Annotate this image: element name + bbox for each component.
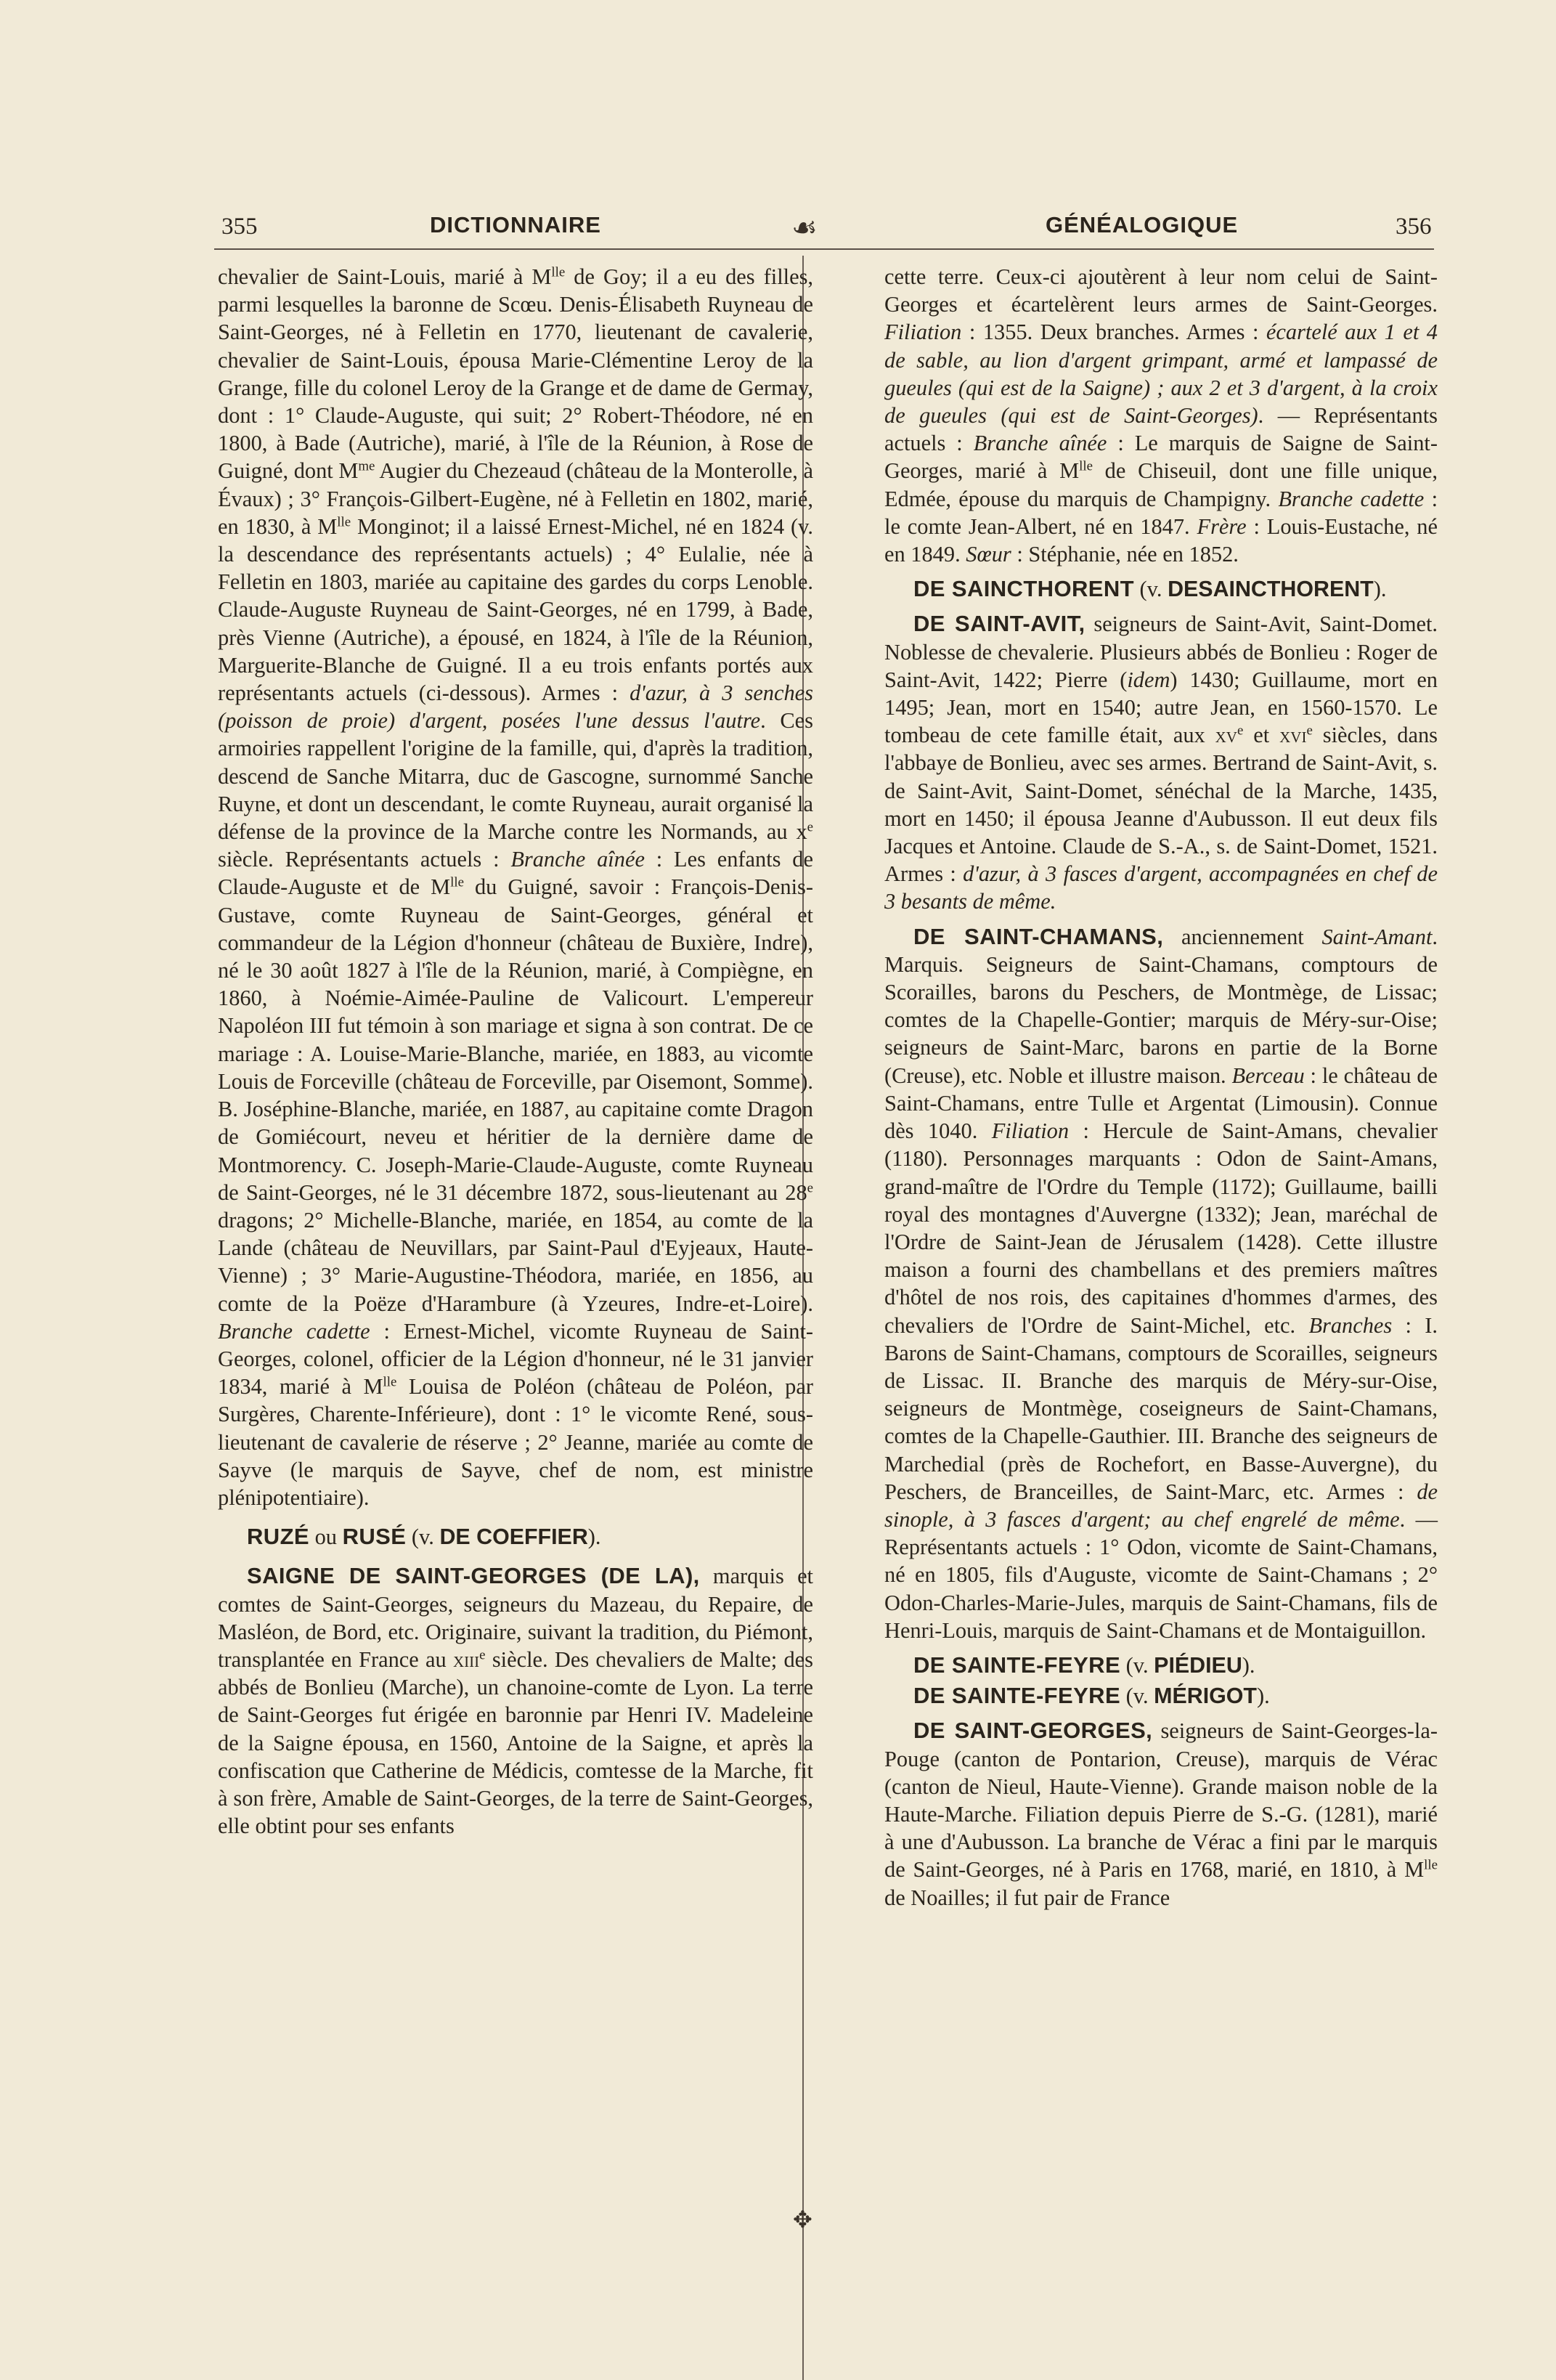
header-ornament-icon: ☙ — [791, 211, 818, 244]
entry-saint-chamans: DE SAINT-CHAMANS, anciennement Saint-Amant. Marquis. Seigneurs de Saint-Chamans, comptours de Scorailles, barons du Peschers, de Montmège, de Lissac; comtes de la Chapelle-Gontier; marquis de Méry-sur-Oise; seigneurs de Saint-Marc, barons en partie de la Borne (Creuse), etc. Noble et illustre maison. Berceau : le château de Saint-Chamans, entre Tulle et Argentat (Limousin). Connue dès 1040. Filiation : Hercule de Saint-Amans, chevalier (1180). Personnages marquants : Odon de Saint-Amans, grand-maître de l'Ordre du Temple (1172); Guillaume, bailli royal des montagnes d'Auvergne (1332); Jean, maréchal de l'Ordre de Saint-Jean de Jérusalem (1428). Cette illustre maison a fourni des chambellans et des premiers maîtres d'hôtel de nos rois, des capitaines d'hommes d'armes, des chevaliers de l'Ordre de Saint-Michel, etc. Branches : I. Barons de Saint-Chamans, comptours de Scorailles, seigneurs de Lissac. II. Branche des marquis de Méry-sur-Oise, seigneurs de Montmège, coseigneurs de Saint-Chamans, comtes de la Chapelle-Gauthier. III. Branche des seigneurs de Marchedial (près de Rochefort, en Basse-Auvergne), du Peschers, de Branceilles, de Saint-Marc, etc. Armes : de sinople, à 3 fasces d'argent; au chef engrelé de même. — Représentants actuels : 1° Odon, vicomte de Saint-Chamans, né en 1805, fils d'Auguste, vicomte de Saint-Chamans ; 2° Odon-Charles-Marie-Jules, marquis de Saint-Chamans, fils de Henri-Louis, marquis de Saint-Chamans et de Montaiguillon. — [884, 923, 1438, 1643]
footer-ornament-icon: ✥ — [793, 2206, 812, 2233]
entry-saint-avit: DE SAINT-AVIT, seigneurs de Saint-Avit, Saint-Domet. Noblesse de chevalerie. Plusieurs abbés de Bonlieu : Roger de Saint-Avit, 1422; Pierre (idem) 1430; Guillaume, mort en 1495; Jean, mort en 1540; autre Jean, en 1560-1570. Le tombeau de cete famille était, aux $xv^e$ et xvi$^e$ siècles, dans l'abbaye de Bonlieu, avec ses armes. Bertrand de Saint-Avit, s. de Saint-Avit, Saint-Domet, sénéchal de la Marche, 1435, mort en 1450; il épousa Jeanne d'Aubusson. Il eut deux fils Jacques et Antoine. Claude de S.-A., s. de Saint-Domet, 1521. Armes : d'azur, à 3 fasces d'argent, accompagnées en chef de 3 besants de même. — [884, 611, 1438, 914]
entry-heading: DE SAINT-CHAMANS, — [913, 923, 1164, 949]
entry-heading: DE SAINTE-FEYRE — [913, 1652, 1121, 1678]
entry-heading: DE SAINTE-FEYRE — [913, 1683, 1121, 1709]
ruyneau-entry-continuation: chevalier de Saint-Louis, marié à $M^{lle}$ de Goy; il a eu des filles, parmi lesquelles la baronne de Scœu. Denis-Élisabeth Ruyneau de Saint-Georges, né à Felletin en 1770, lieutenant de cavalerie, chevalier de Saint-Louis, épousa Marie-Clémentine Leroy de la Grange, fille du colonel Leroy de la Grange et de dame de Germay, dont : 1° Claude-Auguste, qui suit; 2° Robert-Théodore, né en 1800, à Bade (Autriche), marié, à l'île de la Réunion, à Rose de Guigné, dont $M^{me}$ Augier du Chezeaud (château de la Monterolle, à Évaux) ; 3° François-Gilbert-Eugène, né à Felletin en 1802, marié, en 1830, à $M^{lle}$ Monginot; il a laissé Ernest-Michel, né en 1824 (v. la descendance des représentants actuels) ; 4° Eulalie, née à Felletin en 1803, mariée au capitaine des gardes du corps Lenoble. Claude-Auguste Ruyneau de Saint-Georges, né en 1799, à Bade, près Vienne (Autriche), a épousé, en 1824, à l'île de la Réunion, Marguerite-Blanche de Guigné. Il a eu trois enfants portés aux représentants actuels (ci-dessous). Armes : d'azur, à 3 senches (poisson de proie) d'argent, posées l'une dessus l'autre. Ces armoiries rappellent l'origine de la famille, qui, d'après la tradition, descend de Sanche Mitarra, duc de Gascogne, surnommé Sanche Ruyne, et dont un descendant, le comte Ruyneau, aurait organisé la défense de la province de la Marche contre les Normands, au $x^e$ siècle. Représentants actuels : Branche aînée : Les enfants de Claude-Auguste et de $M^{lle}$ du Guigné, savoir : François-Denis-Gustave, comte Ruyneau de Saint-Georges, général et commandeur de la Légion d'honneur (château de Buxière, Indre), né le 30 août 1827 à l'île de la Réunion, marié, à Compiègne, en 1860, à Noémie-Aimée-Pauline de Valicourt. L'empereur Napoléon III fut témoin à son mariage et signa à son contrat. De ce mariage : A. Louise-Marie-Blanche, mariée, en 1883, au vicomte Louis de Forceville (château de Forceville, par Oisemont, Somme). B. Joséphine-Blanche, mariée, en 1887, au capitaine comte Dragon de Gomiécourt, neveu et héritier de la dernière dame de Montmorency. C. Joseph-Marie-Claude-Auguste, comte Ruyneau de Saint-Georges, né le 31 décembre 1872, sous-lieutenant au 28e dragons; 2° Michelle-Blanche, mariée, en 1854, au comte de la Lande (château de Neuvillars, par Saint-Paul d'Eyjeaux, Haute-Vienne) ; 3° Marie-Augustine-Théodora, mariée, en 1856, au comte de la Poëze d'Harambure (à Yzeures, Indre-et-Loire). Branche cadette : Ernest-Michel, vicomte Ruyneau de Saint-Georges, colonel, officier de la Légion d'honneur, né le 31 janvier 1834, marié à $M^{lle}$ Louisa de Poléon (château de Poléon, par Surgères, Charente-Inférieure), dont : 1° le vicomte René, sous-lieutenant de cavalerie de réserve ; 2° Jeanne, mariée au comte de Sayve (le marquis de Sayve, chef de nom, est ministre plénipotentiaire). — [218, 264, 814, 1510]
entry-saincthorent: DE SAINCTHORENT (v. DESAINCTHORENT). — [913, 576, 1387, 602]
entry-heading: RUZÉ — [247, 1524, 309, 1550]
entry-sainte-feyre-merigot: DE SAINTE-FEYRE (v. MÉRIGOT). — [913, 1683, 1270, 1709]
entry-heading: DE SAINCTHORENT — [913, 576, 1134, 602]
right-column — [884, 263, 1438, 1912]
right-running-title: GÉNÉALOGIQUE — [1046, 212, 1239, 237]
left-running-title: DICTIONNAIRE — [430, 212, 601, 237]
saigne-entry-continuation: cette terre. Ceux-ci ajoutèrent à leur nom celui de Saint-Georges et écartelèrent leurs armes de Saint-Georges. Filiation : 1355. Deux branches. Armes : écartelé aux 1 et 4 de sable, au lion d'argent grimpant, armé et lampassé de gueules (qui est de la Saigne) ; aux 2 et 3 d'argent, à la croix de gueules (qui est de Saint-Georges). — Représentants actuels : Branche aînée : Le marquis de Saigne de Saint-Georges, marié à $M^{lle}$ de Chiseuil, dont une fille unique, Edmée, épouse du marquis de Champigny. Branche cadette : le comte Jean-Albert, né en 1847. Frère : Louis-Eustache, né en 1849. Sœur : Stéphanie, née en 1852. — [884, 264, 1438, 567]
left-column — [218, 263, 813, 1840]
entry-sainte-feyre-piedieu: DE SAINTE-FEYRE (v. PIÉDIEU). — [913, 1652, 1255, 1678]
entry-heading: DE SAINT-GEORGES, — [913, 1718, 1153, 1744]
entry-ruze: RUZÉ ou RUSÉ (v. DE COEFFIER). — [247, 1524, 601, 1550]
entry-heading: SAIGNE DE SAINT-GEORGES (DE LA), — [247, 1563, 700, 1589]
entry-saint-georges: DE SAINT-GEORGES, seigneurs de Saint-Georges-la-Pouge (canton de Pontarion, Creuse), marquis de Vérac (canton de Nieul, Haute-Vienne). Grande maison noble de la Haute-Marche. Filiation depuis Pierre de S.-G. (1281), marié à une d'Aubusson. La branche de Vérac a fini par le marquis de Saint-Georges, né à Paris en 1768, marié, en 1810, à $M^{lle}$ de Noailles; il fut pair de France — [884, 1718, 1438, 1910]
header-rule — [214, 248, 1434, 250]
entry-heading: DE SAINT-AVIT, — [913, 611, 1085, 637]
right-page-number: 356 — [1396, 214, 1432, 240]
entry-saigne-de-saint-georges: SAIGNE DE SAINT-GEORGES (DE LA), marquis et comtes de Saint-Georges, seigneurs du Mazeau, du Repaire, de Masléon, de Bord, etc. Originaire, suivant la tradition, du Piémont, transplantée en France au xiii$^e$ siècle. Des chevaliers de Malte; des abbés de Bonlieu (Marche), un chanoine-comte de Lyon. La terre de Saint-Georges fut érigée en baronnie par Henri IV. Madeleine de la Saigne épousa, en 1560, Antoine de la Saigne, et après la confiscation que Catherine de Médicis, comtesse de la Marche, fit à son frère, Amable de Saint-Georges, de la terre de Saint-Georges, elle obtint pour ses enfants — [218, 1563, 813, 1839]
left-page-number: 355 — [221, 214, 258, 240]
